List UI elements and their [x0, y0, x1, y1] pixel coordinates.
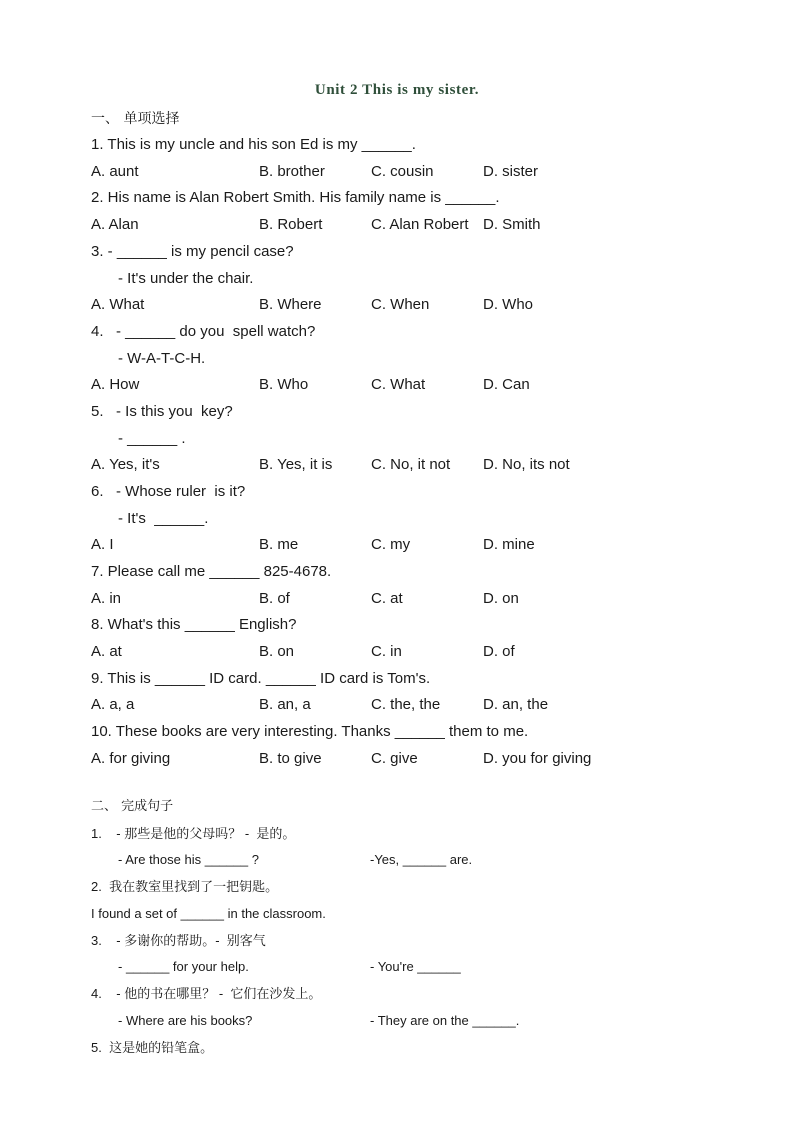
page-title: Unit 2 This is my sister. — [314, 82, 480, 98]
q4-option-c: C. What — [371, 376, 426, 393]
q6-option-c: C. my — [371, 536, 411, 553]
question-10-text: 10. These books are very interesting. Thanks ______ them to me. — [91, 723, 529, 740]
q9-option-c: C. the, the — [371, 696, 441, 713]
question-5-reply: - ______ . — [118, 430, 186, 447]
question-3-reply: - It's under the chair. — [118, 270, 254, 287]
q1-option-b: B. brother — [259, 163, 325, 180]
q9-option-b: B. an, a — [259, 696, 311, 713]
q8-option-d: D. of — [483, 643, 515, 660]
question-3-text: 3. - ______ is my pencil case? — [91, 243, 294, 260]
question-7-text: 7. Please call me ______ 825-4678. — [91, 563, 332, 580]
q2-option-d: D. Smith — [483, 216, 541, 233]
q9-option-a: A. a, a — [91, 696, 135, 713]
q7-option-b: B. of — [259, 590, 290, 607]
section-heading-multiple-choice: 一、 单项选择 — [91, 111, 180, 127]
sentence-4-chinese: 4. - 他的书在哪里？ - 它们在沙发上。 — [91, 986, 322, 1001]
q8-option-a: A. at — [91, 643, 122, 660]
question-2-text: 2. His name is Alan Robert Smith. His family name is ______. — [91, 189, 500, 206]
q1-option-c: C. cousin — [371, 163, 434, 180]
q10-option-c: C. give — [371, 750, 418, 767]
q4-option-b: B. Who — [259, 376, 309, 393]
q5-option-b: B. Yes, it is — [259, 456, 333, 473]
sentence-2-english: I found a set of ______ in the classroom. — [91, 906, 326, 921]
q9-option-d: D. an, the — [483, 696, 549, 713]
q3-option-a: A. What — [91, 296, 145, 313]
sentence-1-chinese: 1. - 那些是他的父母吗？ - 是的。 — [91, 826, 296, 841]
question-4-reply: - W-A-T-C-H. — [118, 350, 206, 367]
q10-option-a: A. for giving — [91, 750, 171, 767]
q3-option-d: D. Who — [483, 296, 534, 313]
q1-option-d: D. sister — [483, 163, 539, 180]
sentence-1-english-left: - Are those his ______ ? — [118, 852, 259, 867]
sentence-3-english-left: - ______ for your help. — [118, 959, 249, 974]
q4-option-a: A. How — [91, 376, 140, 393]
q2-option-b: B. Robert — [259, 216, 323, 233]
sentence-4-english-right: - They are on the ______. — [370, 1013, 520, 1028]
sentence-4-english-left: - Where are his books? — [118, 1013, 253, 1028]
q2-option-a: A. Alan — [91, 216, 139, 233]
section-heading-complete-sentences: 二、 完成句子 — [91, 799, 174, 814]
q8-option-c: C. in — [371, 643, 402, 660]
sentence-5-chinese: 5. 这是她的铅笔盒。 — [91, 1040, 214, 1055]
sentence-3-chinese: 3. - 多谢你的帮助。- 别客气 — [91, 933, 266, 948]
question-6-text: 6. - Whose ruler is it? — [91, 483, 246, 500]
q5-option-c: C. No, it not — [371, 456, 451, 473]
q7-option-a: A. in — [91, 590, 122, 607]
q7-option-c: C. at — [371, 590, 403, 607]
question-4-text: 4. - ______ do you spell watch? — [91, 323, 316, 340]
q6-option-d: D. mine — [483, 536, 535, 553]
q10-option-b: B. to give — [259, 750, 322, 767]
question-5-text: 5. - Is this you key? — [91, 403, 233, 420]
question-9-text: 9. This is ______ ID card. ______ ID card is Tom's. — [91, 670, 431, 687]
q7-option-d: D. on — [483, 590, 519, 607]
q5-option-a: A. Yes, it's — [91, 456, 160, 473]
q3-option-b: B. Where — [259, 296, 322, 313]
q2-option-c: C. Alan Robert — [371, 216, 469, 233]
q6-option-a: A. I — [91, 536, 114, 553]
sentence-1-english-right: -Yes, ______ are. — [370, 852, 473, 867]
question-6-reply: - It's ______. — [118, 510, 209, 527]
q1-option-a: A. aunt — [91, 163, 139, 180]
q10-option-d: D. you for giving — [483, 750, 592, 767]
sentence-3-english-right: - You're ______ — [370, 959, 461, 974]
q4-option-d: D. Can — [483, 376, 530, 393]
question-1-text: 1. This is my uncle and his son Ed is my ______. — [91, 136, 416, 153]
q8-option-b: B. on — [259, 643, 295, 660]
q3-option-c: C. When — [371, 296, 430, 313]
question-8-text: 8. What's this ______ English? — [91, 616, 297, 633]
q5-option-d: D. No, its not — [483, 456, 570, 473]
q6-option-b: B. me — [259, 536, 299, 553]
sentence-2-chinese: 2. 我在教室里找到了一把钥匙。 — [91, 879, 279, 894]
